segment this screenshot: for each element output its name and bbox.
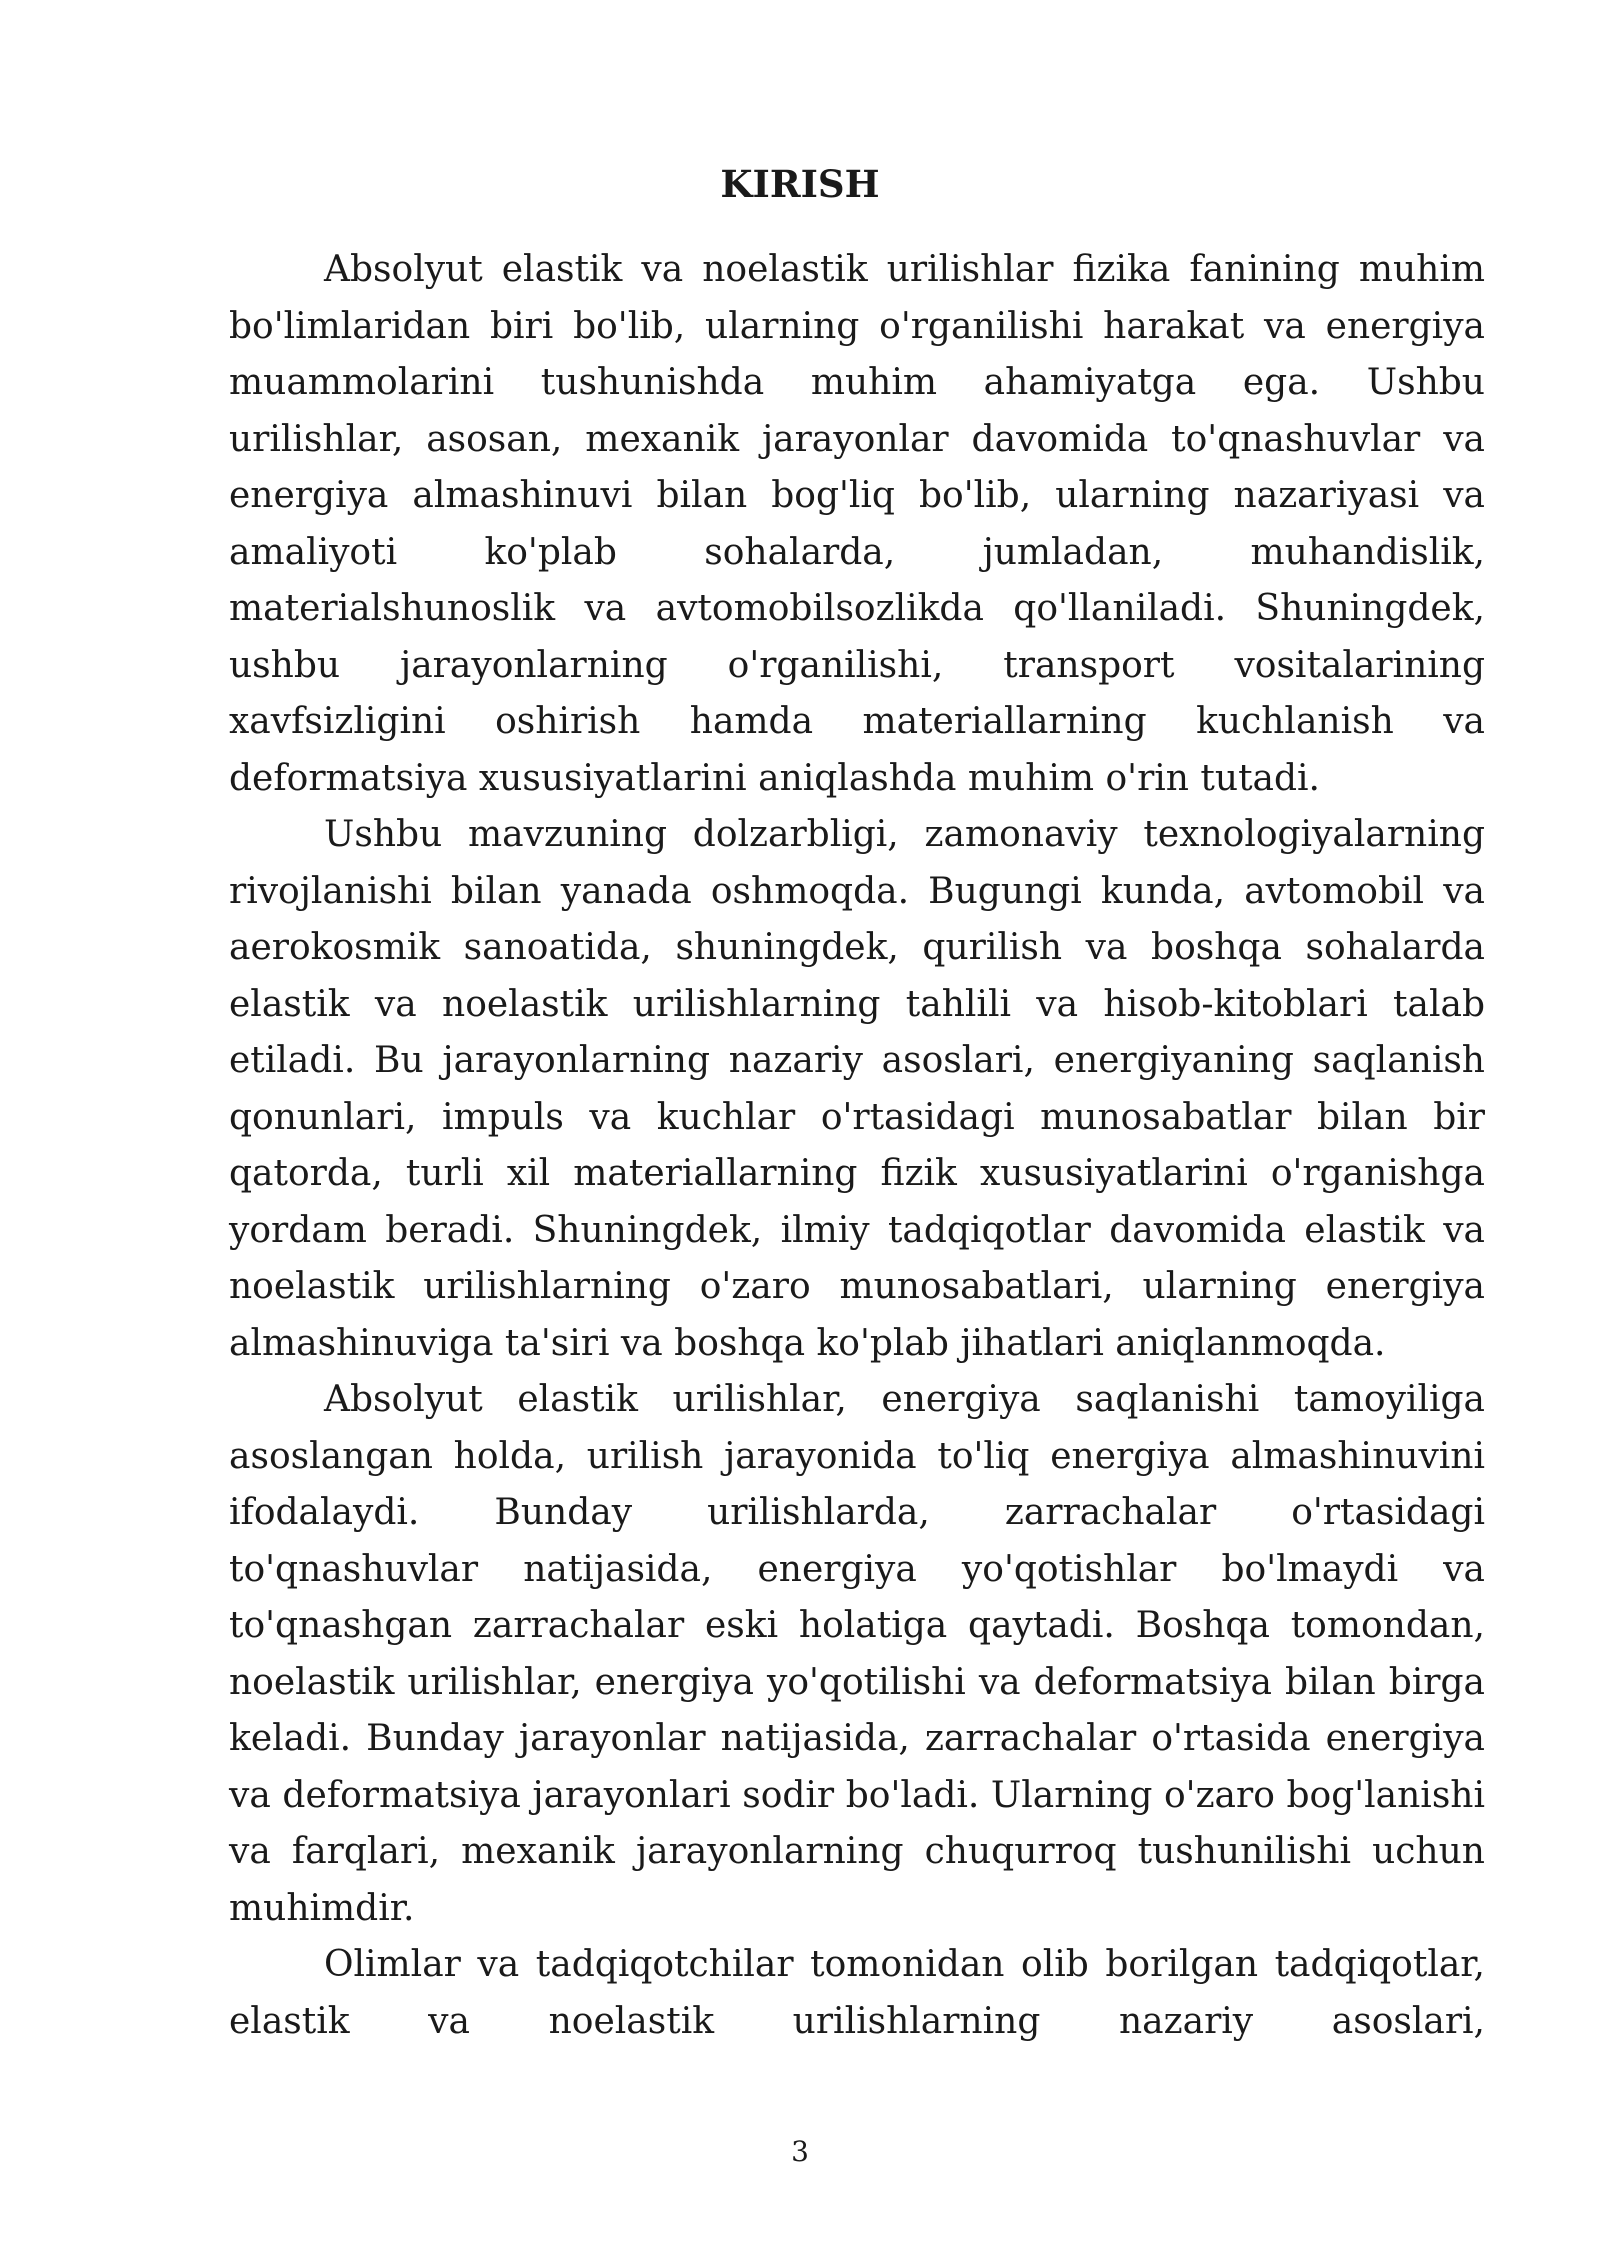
page-number: 3 xyxy=(791,2135,809,2168)
paragraph-4: Olimlar va tadqiqotchilar tomonidan olib borilgan tadqiqotlar, elastik va noelastik urilishlarning nazariy asoslari, xyxy=(229,1944,1485,2042)
paragraph-3: Absolyut elastik urilishlar, energiya saqlanishi tamoyiliga asoslangan holda, urilish jarayonida to'liq energiya almashinuvini ifodalaydi. Bunday urilishlarda, zarrachalar o'rtasidagi to'qnashuvlar natijasida, energiya yo'qotishlar bo'lmaydi va to'qnashgan zarrachalar eski holatiga qaytadi. Boshqa tomondan, noelastik urilishlar, energiya yo'qotilishi va deformatsiya bilan birga keladi. Bunday jarayonlar natijasida, zarrachalar o'rtasida energiya va deformatsiya jarayonlari sodir bo'ladi. Ularning o'zaro bog'lanishi va farqlari, mexanik jarayonlarning chuqurroq tushunilishi uchun muhimdir. xyxy=(229,1379,1485,1929)
paragraph-1: Absolyut elastik va noelastik urilishlar fizika fanining muhim bo'limlaridan biri bo'lib, ularning o'rganilishi harakat va energiya muammolarini tushunishda muhim ahamiyatga ega. Ushbu urilishlar, asosan, mexanik jarayonlar davomida to'qnashuvlar va energiya almashinuvi bilan bog'liq bo'lib, ularning nazariyasi va amaliyoti ko'plab sohalarda, jumladan, muhandislik, materialshunoslik va avtomobilsozlikda qo'llaniladi. Shuningdek, ushbu jarayonlarning o'rganilishi, transport vositalarining xavfsizligini oshirish hamda materiallarning kuchlanish va deformatsiya xususiyatlarini aniqlashda muhim o'rin tutadi. xyxy=(229,249,1485,799)
body-text xyxy=(229,242,1485,2050)
page-title: KIRISH xyxy=(720,162,880,206)
paragraph-2: Ushbu mavzuning dolzarbligi, zamonaviy texnologiyalarning rivojlanishi bilan yanada oshmoqda. Bugungi kunda, avtomobil va aerokosmik sanoatida, shuningdek, qurilish va boshqa sohalarda elastik va noelastik urilishlarning tahlili va hisob-kitoblari talab etiladi. Bu jarayonlarning nazariy asoslari, energiyaning saqlanish qonunlari, impuls va kuchlar o'rtasidagi munosabatlar bilan bir qatorda, turli xil materiallarning fizik xususiyatlarini o'rganishga yordam beradi. Shuningdek, ilmiy tadqiqotlar davomida elastik va noelastik urilishlarning o'zaro munosabatlari, ularning energiya almashinuviga ta'siri va boshqa ko'plab jihatlari aniqlanmoqda. xyxy=(229,814,1485,1364)
